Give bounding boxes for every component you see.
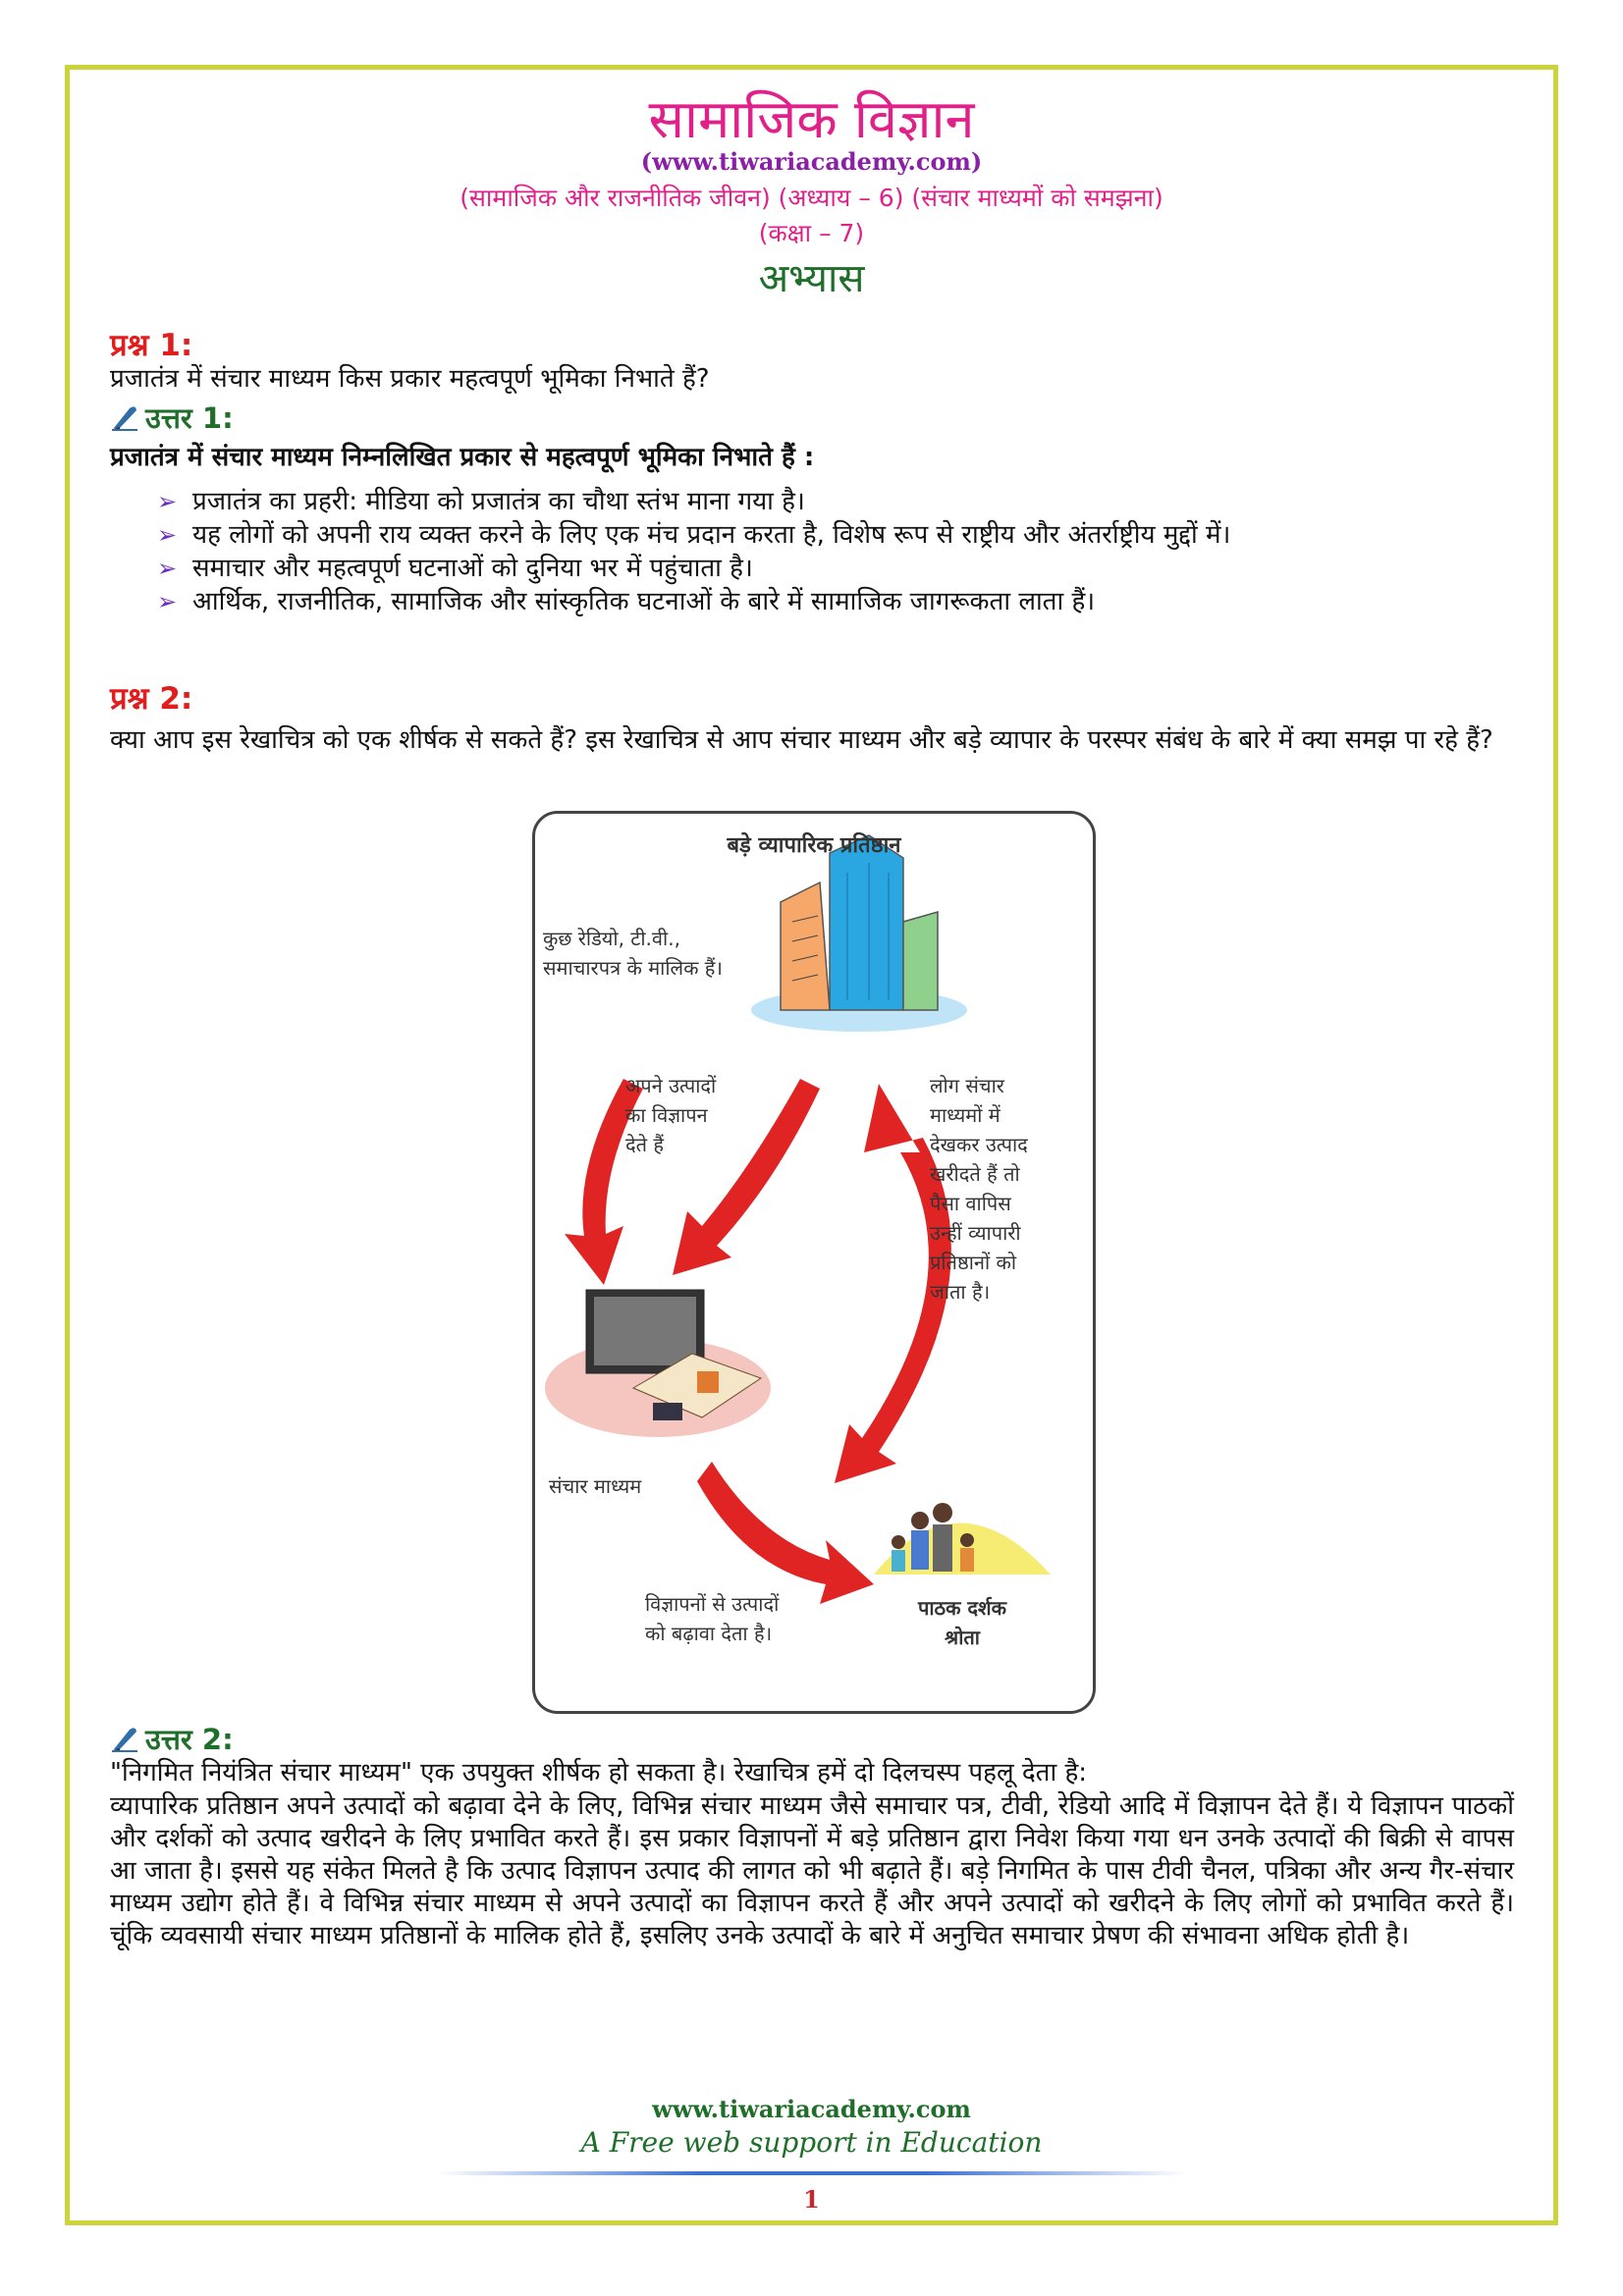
answer-1-label: उत्तर 1: [145,401,234,435]
list-item: ➢ आर्थिक, राजनीतिक, सामाजिक और सांस्कृतिक घटनाओं के बारे में सामाजिक जागरूकता लाता हैं। [157,585,1532,618]
section-title: अभ्यास [758,256,865,301]
class-line: (कक्षा – 7) [758,219,865,247]
family-icon [874,1503,1051,1575]
list-item: ➢ यह लोगों को अपनी राय व्यक्त करने के लिए एक मंच प्रदान करता है, विशेष रूप से राष्ट्रीय और अंतर्राष्ट्रीय मुद्दों में। [157,518,1532,552]
question-2-text: क्या आप इस रेखाचित्र को एक शीर्षक से सकते हैं? इस रेखाचित्र से आप संचार माध्यम और बड़े व्यापार के परस्पर संबंध के बारे में क्या समझ पा रहे हैं? [110,725,1493,755]
list-item: ➢ प्रजातंत्र का प्रहरी: मीडिया को प्रजातंत्र का चौथा स्तंभ माना गया है। [157,485,1532,518]
answer-2-line1: "निगमित नियंत्रित संचार माध्यम" एक उपयुक्त शीर्षक हो सकता है। रेखाचित्र हमें दो दिलचस्प पहलू देता है: [110,1758,1088,1788]
answer-2-paragraph: व्यापारिक प्रतिष्ठान अपने उत्पादों को बढ़ावा देने के लिए, विभिन्न संचार माध्यम जैसे समाचार पत्र, टीवी, रेडियो आदि में विज्ञापन देते हैं। ये विज्ञापन पाठकों और दर्शकों को उत्पाद खरीदने के लिए प्रभावित करते हैं। इस प्रकार विज्ञापनों में बड़े प्रतिष्ठान द्वारा निवेश किया गया धन उनके उत्पादों की बिक्री से वापस आ जाता है। इससे यह संकेत मिलते है कि उत्पाद विज्ञापन उत्पाद की लागत को भी बढ़ाते हैं। बड़े निगमित के पास टीवी चैनल, पत्रिका और अन्य गैर-संचार माध्यम उद्योग होते हैं। वे विभिन्न संचार माध्यम से अपने उत्पादों का विज्ञापन करते हैं और अपने उत्पादों को खरीदने के लिए लोगों को प्रभावित करते हैं। चूंकि व्यवसायी संचार माध्यम प्रतिष्ठानों के मालिक होते हैं, इसलिए उनके उत्पादों के बारे में अनुचित समाचार प्रेषण की संभावना अधिक होती है। [110,1791,1514,1950]
media-icon [545,1290,771,1437]
page-number: 1 [803,2185,820,2214]
footer-website[interactable]: www.tiwariacademy.com [652,2095,971,2123]
media-label: संचार माध्यम [549,1474,642,1498]
list-item: ➢ समाचार और महत्वपूर्ण घटनाओं को दुनिया भर में पहुंचाता है। [157,552,1532,585]
answer-2-label: उत्तर 2: [145,1723,234,1756]
quill-pen-icon [110,1724,139,1753]
footer-divider [436,2171,1187,2175]
owners-label: कुछ रेडियो, टी.वी., समाचारपत्र के मालिक हैं। [543,927,723,980]
chapter-line: (सामाजिक और राजनीतिक जीवन) (अध्याय – 6) (संचार माध्यमों को समझना) [460,184,1163,212]
question-2-heading: प्रश्न 2: [110,681,193,717]
money-flow-label: लोग संचार माध्यमों में देखकर उत्पाद खरीदते हैं तो पैसा वापिस उन्हीं व्यापारी प्रतिष्ठानों को जाता है। [930,1074,1028,1304]
audience-label: पाठक दर्शक श्रोता [917,1596,1007,1649]
promotion-label: विज्ञापनों से उत्पादों को बढ़ावा देता है। [645,1592,780,1645]
ads-label: अपने उत्पादों का विज्ञापन देते हैं [625,1074,717,1156]
page-title: सामाजिक विज्ञान [648,88,975,150]
footer-tagline: A Free web support in Education [580,2126,1043,2159]
answer-2-heading [110,1720,234,1758]
media-business-diagram [532,811,1096,1714]
buildings-icon [751,835,967,1032]
quill-pen-icon [110,402,139,432]
header-website[interactable]: (www.tiwariacademy.com) [640,147,983,176]
question-1-text: प्रजातंत्र में संचार माध्यम किस प्रकार महत्वपूर्ण भूमिका निभाते हैं? [110,364,710,394]
answer-1-intro: प्रजातंत्र में संचार माध्यम निम्नलिखित प्रकार से महत्वपूर्ण भूमिका निभाते हैं : [110,443,815,472]
answer-1-heading [110,399,234,437]
arrow-bottom-right [697,1462,874,1604]
answer-1-points [157,485,1532,618]
diagram-title: बड़े व्यापारिक प्रतिष्ठान [727,833,901,858]
question-1-heading: प्रश्न 1: [110,328,193,363]
